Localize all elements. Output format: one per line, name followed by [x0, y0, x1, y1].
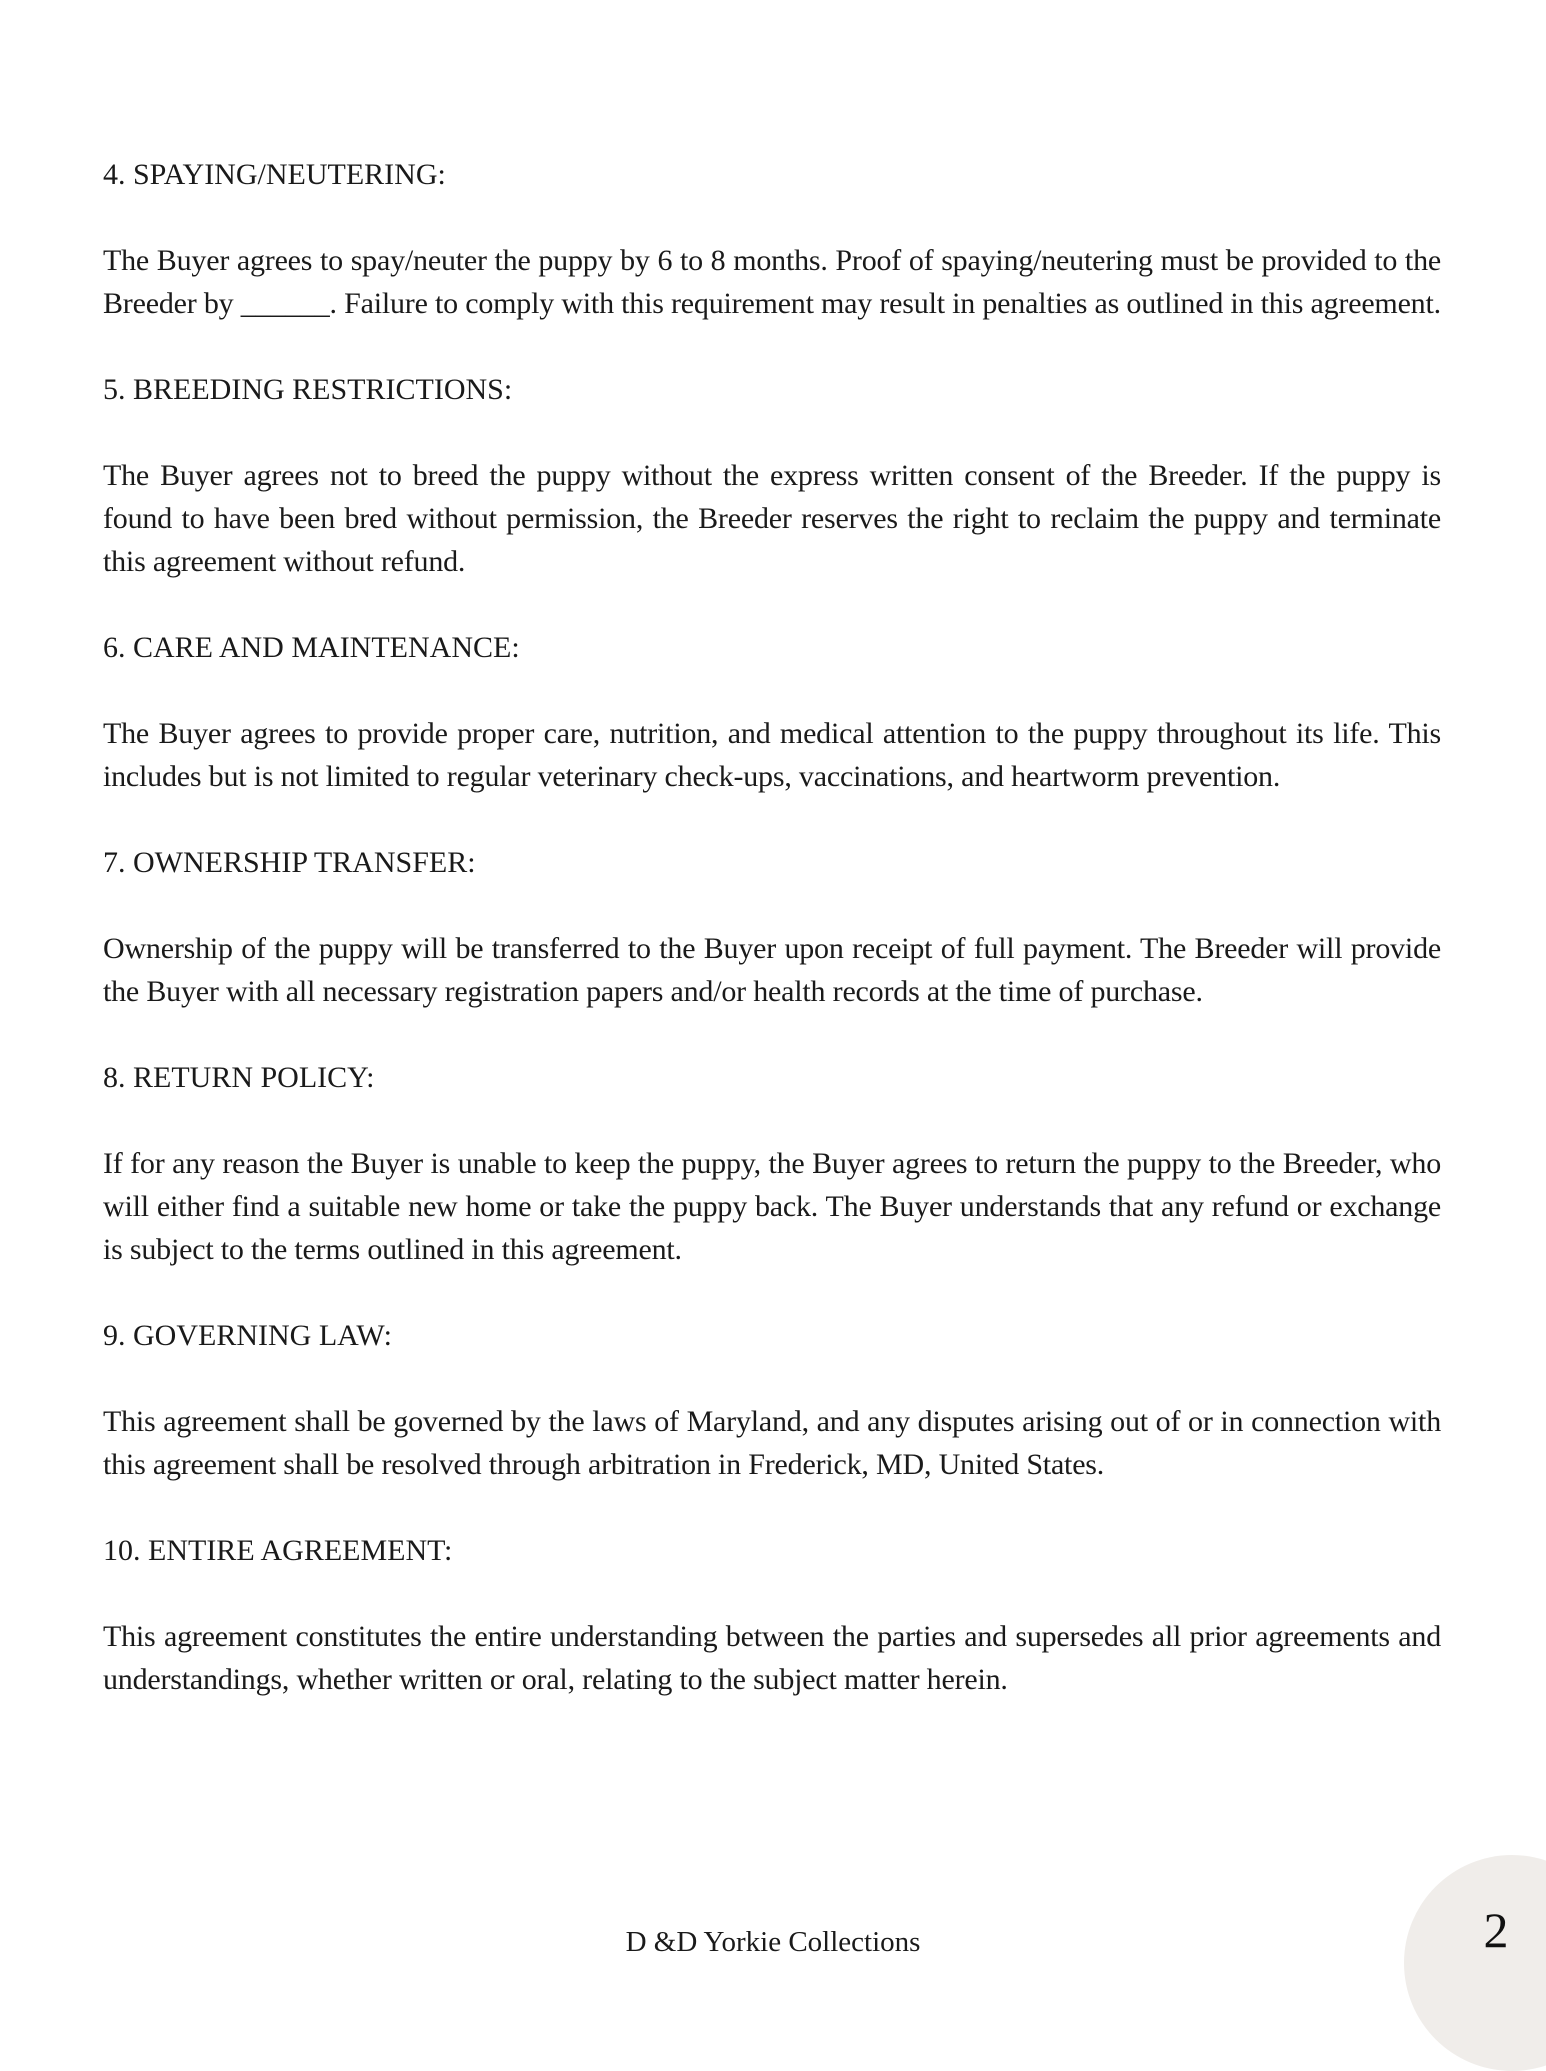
- section-ownership-transfer: [103, 841, 1441, 1013]
- section-heading: 6. CARE AND MAINTENANCE:: [103, 631, 520, 664]
- page-number-badge: [1404, 1855, 1546, 2071]
- section-body: The Buyer agrees to provide proper care, nutrition, and medical attention to the puppy throughout its life. This includes but is not limited to regular veterinary check-ups, vaccinations, and heartworm prevention.: [103, 717, 1441, 793]
- section-body: The Buyer agrees to spay/neuter the puppy by 6 to 8 months. Proof of spaying/neutering must be provided to the Breeder by ______. Failure to comply with this requirement may result in penalties as outlined in this agreement.: [103, 244, 1441, 320]
- section-care-and-maintenance: [103, 626, 1441, 798]
- page-number: 2: [1483, 1902, 1509, 1958]
- section-heading: 4. SPAYING/NEUTERING:: [103, 158, 446, 191]
- section-governing-law: [103, 1314, 1441, 1486]
- section-spaying-neutering: [103, 153, 1441, 325]
- section-return-policy: [103, 1056, 1441, 1271]
- agreement-content: [103, 153, 1441, 1744]
- section-heading: 9. GOVERNING LAW:: [103, 1319, 392, 1352]
- section-body: Ownership of the puppy will be transferred to the Buyer upon receipt of full payment. The Breeder will provide the Buyer with all necessary registration papers and/or health records at the time of purchase.: [103, 932, 1441, 1008]
- footer-brand: D &D Yorkie Collections: [625, 1926, 921, 1958]
- section-heading: 5. BREEDING RESTRICTIONS:: [103, 373, 513, 406]
- section-heading: 8. RETURN POLICY:: [103, 1061, 375, 1094]
- section-body: If for any reason the Buyer is unable to keep the puppy, the Buyer agrees to return the puppy to the Breeder, who will either find a suitable new home or take the puppy back. The Buyer understands that any refund or exchange is subject to the terms outlined in this agreement.: [103, 1147, 1441, 1266]
- section-heading: 7. OWNERSHIP TRANSFER:: [103, 846, 476, 879]
- section-body: This agreement shall be governed by the laws of Maryland, and any disputes arising out of or in connection with this agreement shall be resolved through arbitration in Frederick, MD, United States.: [103, 1405, 1441, 1481]
- section-body: The Buyer agrees not to breed the puppy without the express written consent of the Breeder. If the puppy is found to have been bred without permission, the Breeder reserves the right to reclaim the puppy and terminate this agreement without refund.: [103, 459, 1441, 578]
- section-body: This agreement constitutes the entire understanding between the parties and supersedes all prior agreements and understandings, whether written or oral, relating to the subject matter herein.: [103, 1620, 1441, 1696]
- section-breeding-restrictions: [103, 368, 1441, 583]
- section-entire-agreement: [103, 1529, 1441, 1701]
- section-heading: 10. ENTIRE AGREEMENT:: [103, 1534, 453, 1567]
